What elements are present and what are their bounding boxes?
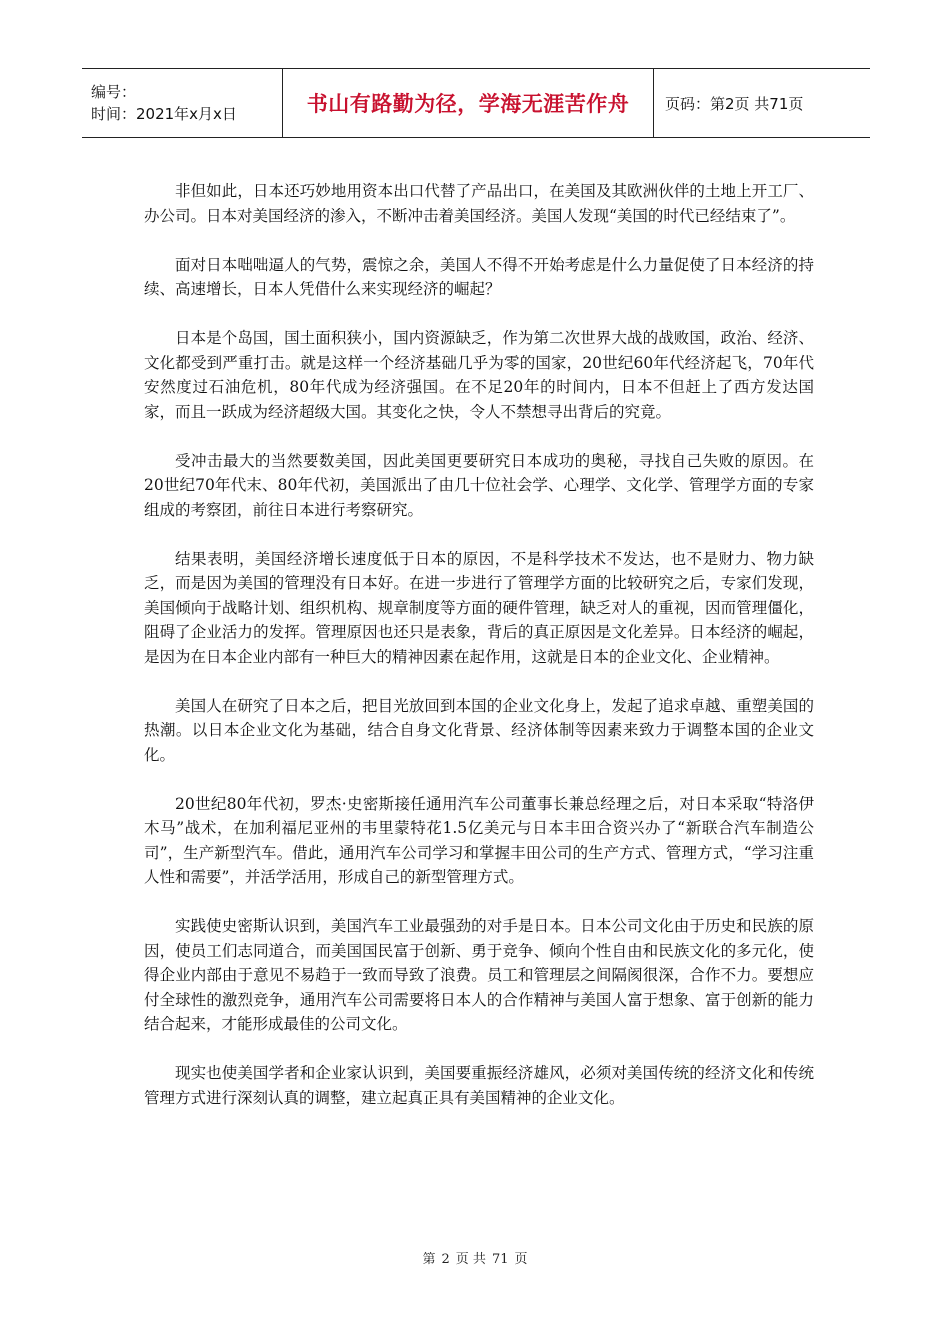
footer-total-pages: 71: [491, 1252, 509, 1267]
document-number-label: 编号：: [91, 83, 137, 101]
footer-prefix: 第: [422, 1252, 436, 1267]
footer-suffix: 页: [514, 1252, 528, 1267]
body-paragraph-6: 美国人在研究了日本之后，把目光放回到本国的企业文化身上，发起了追求卓越、重塑美国的热潮。以日本企业文化为基础，结合自身文化背景、经济体制等因素来致力于调整本国的企业文化。: [144, 696, 814, 764]
body-paragraph-2: 面对日本咄咄逼人的气势，震惊之余，美国人不得不开始考虑是什么力量促使了日本经济的持续、高速增长，日本人凭借什么来实现经济的崛起？: [144, 255, 814, 298]
body-paragraph-4: 受冲击最大的当然要数美国，因此美国更要研究日本成功的奥秘，寻找自己失败的原因。在20世纪70年代末、80年代初，美国派出了由几十位社会学、心理学、文化学、管理学方面的专家组成的考察团，前往日本进行考察研究。: [144, 451, 814, 519]
motto-text: 书山有路勤为径，学海无涯苦作舟: [306, 91, 630, 116]
footer-current-page: 2: [441, 1252, 450, 1267]
page-header: [82, 68, 870, 138]
document-date-label: 时间：2021年x月x日: [91, 105, 237, 123]
header-page-info: [654, 69, 870, 137]
document-body: [144, 179, 814, 1135]
body-paragraph-7: 20世纪80年代初，罗杰·史密斯接任通用汽车公司董事长兼总经理之后，对日本采取“特洛伊木马”战术，在加利福尼亚州的韦里蒙特花1.5亿美元与日本丰田合资兴办了“新联合汽车制造公司”，生产新型汽车。借此，通用汽车公司学习和掌握丰田公司的生产方式、管理方式，“学习注重人性和需要”，并活学活用，形成自己的新型管理方式。: [144, 794, 814, 886]
body-paragraph-5: 结果表明，美国经济增长速度低于日本的原因，不是科学技术不发达，也不是财力、物力缺乏，而是因为美国的管理没有日本好。在进一步进行了管理学方面的比较研究之后，专家们发现，美国倾向于战略计划、组织机构、规章制度等方面的硬件管理，缺乏对人的重视，因而管理僵化，阻碍了企业活力的发挥。管理原因也还只是表象，背后的真正原因是文化差异。日本经济的崛起，是因为在日本企业内部有一种巨大的精神因素在起作用，这就是日本的企业文化、企业精神。: [144, 549, 814, 666]
page-footer: [0, 1248, 950, 1267]
header-motto: [282, 69, 654, 137]
header-meta: [82, 69, 282, 137]
header-page-number: 页码：第2页 共71页: [665, 94, 804, 113]
body-paragraph-3: 日本是个岛国，国土面积狭小，国内资源缺乏，作为第二次世界大战的战败国，政治、经济、文化都受到严重打击。就是这样一个经济基础几乎为零的国家，20世纪60年代经济起飞，70年代安然度过石油危机，80年代成为经济强国。在不足20年的时间内，日本不但赶上了西方发达国家，而且一跃成为经济超级大国。其变化之快，令人不禁想寻出背后的究竟。: [144, 329, 814, 421]
footer-middle: 页 共: [455, 1252, 486, 1267]
body-paragraph-1: 非但如此，日本还巧妙地用资本出口代替了产品出口，在美国及其欧洲伙伴的土地上开工厂、办公司。日本对美国经济的渗入，不断冲击着美国经济。美国人发现“美国的时代已经结束了”。: [144, 182, 814, 225]
body-paragraph-8: 实践使史密斯认识到，美国汽车工业最强劲的对手是日本。日本公司文化由于历史和民族的原因，使员工们志同道合，而美国国民富于创新、勇于竞争、倾向个性自由和民族文化的多元化，使得企业内部由于意见不易趋于一致而导致了浪费。员工和管理层之间隔阂很深，合作不力。要想应付全球性的激烈竞争，通用汽车公司需要将日本人的合作精神与美国人富于想象、富于创新的能力结合起来，才能形成最佳的公司文化。: [144, 917, 814, 1033]
body-paragraph-9: 现实也使美国学者和企业家认识到，美国要重振经济雄风，必须对美国传统的经济文化和传统管理方式进行深刻认真的调整，建立起真正具有美国精神的企业文化。: [144, 1064, 814, 1107]
